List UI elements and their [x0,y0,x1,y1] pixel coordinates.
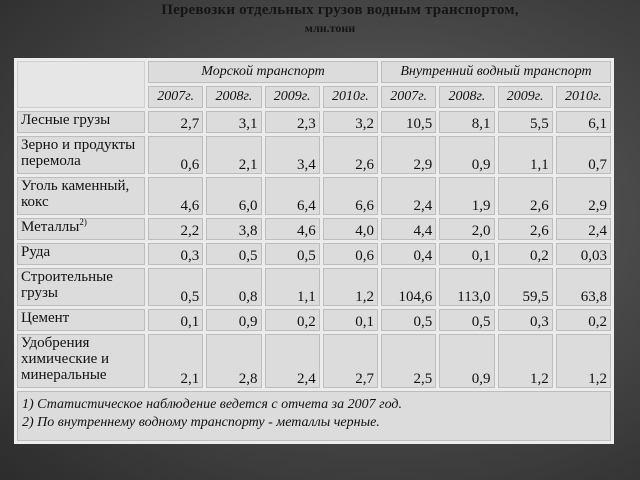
table-cell: 4,0 [323,218,378,240]
row-label: Лесные грузы [17,111,145,133]
row-label: Строительные грузы [17,268,145,306]
table-title: Перевозки отдельных грузов водным транспортом, [161,2,519,18]
group-header-row [17,61,611,83]
table-cell: 3,2 [323,111,378,133]
table-cell: 10,5 [381,111,436,133]
title-block [0,2,640,36]
group-header-inland: Внутренний водный транспорт [381,61,611,83]
table-cell: 2,9 [556,177,611,215]
table-cell: 2,4 [381,177,436,215]
table-cell: 0,1 [323,309,378,331]
table-cell: 2,5 [381,334,436,388]
table-cell: 0,6 [148,136,203,174]
table-cell: 1,2 [323,268,378,306]
table-cell: 2,1 [206,136,261,174]
table-cell: 0,1 [148,309,203,331]
table-cell: 0,4 [381,243,436,265]
table-cell: 1,9 [439,177,494,215]
table-cell: 6,6 [323,177,378,215]
table-cell: 2,0 [439,218,494,240]
table-row [17,111,611,133]
table-cell: 2,6 [498,218,553,240]
table-cell: 63,8 [556,268,611,306]
group-header-sea: Морской транспорт [148,61,378,83]
table-cell: 0,5 [265,243,320,265]
table-cell: 2,9 [381,136,436,174]
table-cell: 0,9 [206,309,261,331]
table-cell: 0,2 [265,309,320,331]
table-cell: 2,2 [148,218,203,240]
table-cell: 0,9 [439,334,494,388]
year-header: 2008г. [206,86,261,108]
table-cell: 2,8 [206,334,261,388]
table-cell: 4,6 [265,218,320,240]
footnote-marker: 2) [79,217,87,227]
row-label: Руда [17,243,145,265]
footnote-2: 2) По внутреннему водному транспорту - металлы черные. [22,415,380,430]
table-cell: 0,5 [439,309,494,331]
year-header: 2009г. [498,86,553,108]
table-row [17,268,611,306]
year-header: 2008г. [439,86,494,108]
footnote-1: 1) Статистическое наблюдение ведется с отчета за 2007 год. [22,397,402,412]
year-header: 2010г. [556,86,611,108]
year-header: 2010г. [323,86,378,108]
table-cell: 8,1 [439,111,494,133]
table-cell: 1,2 [556,334,611,388]
table-cell: 2,4 [265,334,320,388]
row-label: Уголь каменный, кокс [17,177,145,215]
table-cell: 2,7 [323,334,378,388]
row-label-text: Металлы [21,219,80,235]
table-row [17,309,611,331]
table-cell: 0,5 [381,309,436,331]
table-cell: 2,7 [148,111,203,133]
table-cell: 4,6 [148,177,203,215]
table-row [17,243,611,265]
table-cell: 6,1 [556,111,611,133]
row-label: Удобрения химические и минеральные [17,334,145,388]
table-cell: 4,4 [381,218,436,240]
table-cell: 6,4 [265,177,320,215]
table-cell: 104,6 [381,268,436,306]
table-cell: 0,9 [439,136,494,174]
table-cell: 1,1 [498,136,553,174]
year-header: 2009г. [265,86,320,108]
table-row [17,177,611,215]
cargo-table [14,58,614,444]
table-cell: 0,8 [206,268,261,306]
table-cell: 2,4 [556,218,611,240]
table-cell: 0,03 [556,243,611,265]
footnotes [17,391,611,441]
table-cell: 113,0 [439,268,494,306]
table-cell: 3,4 [265,136,320,174]
row-label: Зерно и продукты перемола [17,136,145,174]
table-cell: 0,3 [498,309,553,331]
table-cell: 1,2 [498,334,553,388]
table-row [17,218,611,240]
table-cell: 0,3 [148,243,203,265]
year-header: 2007г. [381,86,436,108]
table-cell: 5,5 [498,111,553,133]
row-label [17,218,145,240]
row-label: Цемент [17,309,145,331]
table-cell: 2,3 [265,111,320,133]
table-row [17,334,611,388]
table-row [17,136,611,174]
table-cell: 0,6 [323,243,378,265]
table-cell: 2,6 [323,136,378,174]
year-header: 2007г. [148,86,203,108]
table-cell: 0,1 [439,243,494,265]
table-cell: 1,1 [265,268,320,306]
header-corner [17,61,145,108]
footnotes-row [17,391,611,441]
table-cell: 0,7 [556,136,611,174]
table-cell: 0,2 [498,243,553,265]
table-cell: 0,2 [556,309,611,331]
table-units: млн.тонн [304,21,356,35]
table-cell: 6,0 [206,177,261,215]
table-cell: 0,5 [148,268,203,306]
table-cell: 2,1 [148,334,203,388]
table-cell: 0,5 [206,243,261,265]
table-cell: 3,1 [206,111,261,133]
table-cell: 3,8 [206,218,261,240]
table-cell: 59,5 [498,268,553,306]
table-cell: 2,6 [498,177,553,215]
